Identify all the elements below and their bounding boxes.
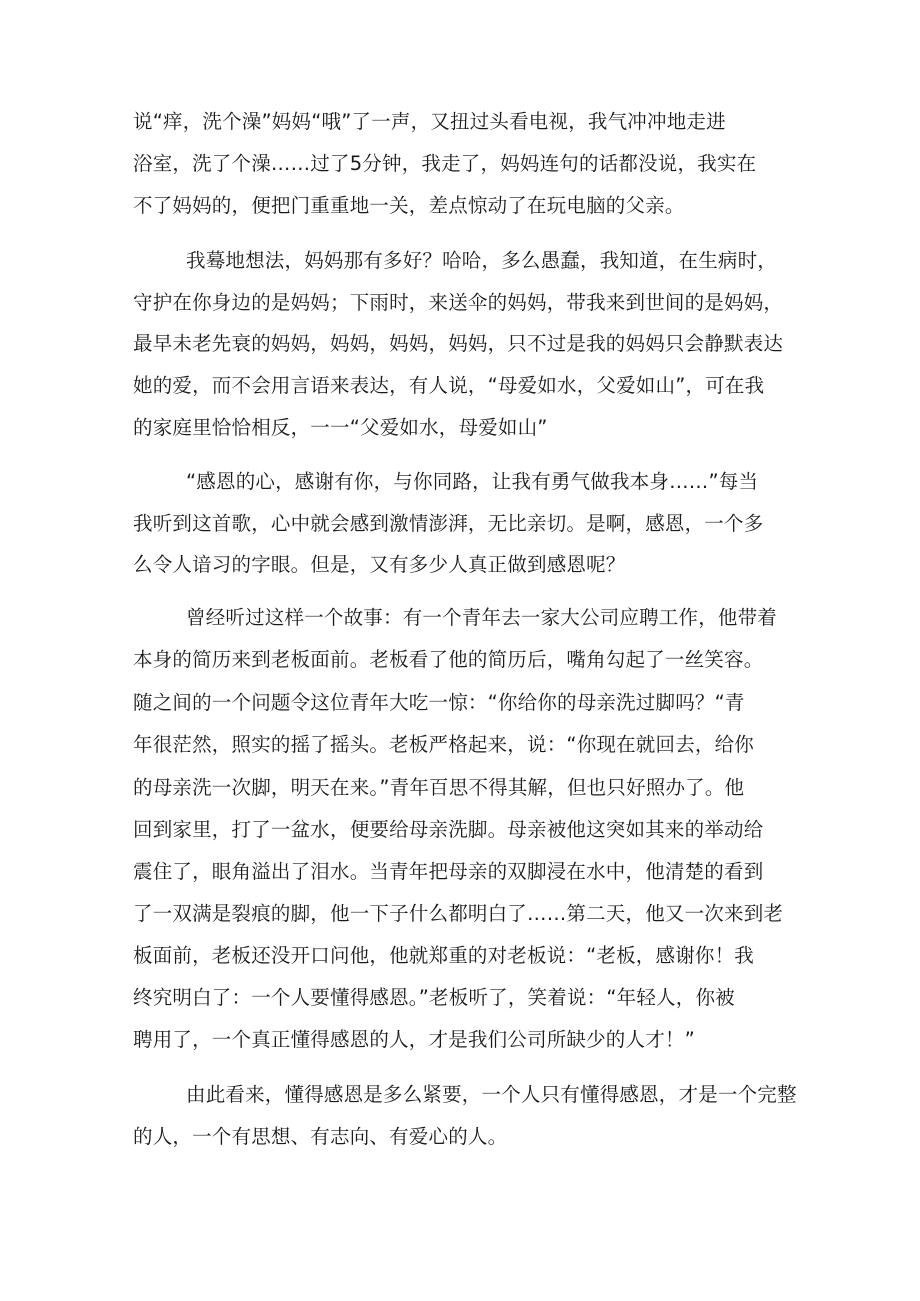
text-line: 了一双满是裂痕的脚，他一下子什么都明白了……第二天，他又一次来到老 xyxy=(133,902,784,925)
text-line: “感恩的心，感谢有你，与你同路，让我有勇气做我本身……”每当 xyxy=(186,470,759,493)
text-line: 聘用了，一个真正懂得感恩的人，才是我们公司所缺少的人才！” xyxy=(133,1028,695,1051)
text-line: 的家庭里恰恰相反，一一“父爱如水，母爱如山” xyxy=(133,416,548,439)
text-line: 守护在你身边的是妈妈；下雨时，来送伞的妈妈，带我来到世间的是妈妈， xyxy=(133,291,784,314)
text-line: 她的爱，而不会用言语来表达，有人说，“母爱如水，父爱如山”，可在我 xyxy=(133,374,765,397)
text-line: 我听到这首歌，心中就会感到激情澎湃，无比亲切。是啊，感恩，一个多 xyxy=(133,512,764,535)
text-line: 板面前，老板还没开口问他，他就郑重的对老板说：“老板，感谢你！我 xyxy=(133,944,755,967)
text-line: 本身的简历来到老板面前。老板看了他的简历后，嘴角勾起了一丝笑容。 xyxy=(133,648,764,671)
text-line: 最早未老先衰的妈妈，妈妈，妈妈，妈妈，只不过是我的妈妈只会静默表达 xyxy=(133,332,784,355)
text-line: 的人，一个有思想、有志向、有爱心的人。 xyxy=(133,1125,508,1148)
text-line: 由此看来，懂得感恩是多么紧要，一个人只有懂得感恩，才是一个完整 xyxy=(186,1083,797,1106)
text-line: 年很茫然，照实的摇了摇头。老板严格起来，说：“你现在就回去，给你 xyxy=(133,733,755,756)
text-line: 震住了，眼角溢出了泪水。当青年把母亲的双脚浸在水中，他清楚的看到 xyxy=(133,860,764,883)
text-line: 回到家里，打了一盆水，便要给母亲洗脚。母亲被他这突如其来的举动给 xyxy=(133,818,764,841)
text-line: 我蓦地想法，妈妈那有多好？哈哈，多么愚蠢，我知道，在生病时， xyxy=(186,249,778,272)
text-line: 么令人谙习的字眼。但是，又有多少人真正做到感恩呢？ xyxy=(133,553,626,576)
text-line: 终究明白了：一个人要懂得感恩。”老板听了，笑着说：“年轻人，你被 xyxy=(133,986,735,1009)
text-line: 的母亲洗一次脚，明天在来。”青年百思不得其解，但也只好照办了。他 xyxy=(133,776,745,799)
text-line: 随之间的一个问题令这位青年大吃一惊：“你给你的母亲洗过脚吗？“青 xyxy=(133,691,745,714)
text-line: 浴室，洗了个澡……过了5分钟，我走了，妈妈连句的话都没说，我实在 xyxy=(133,152,757,175)
text-line: 曾经听过这样一个故事：有一个青年去一家大公司应聘工作，他带着 xyxy=(186,606,778,629)
text-line: 不了妈妈的，便把门重重地一关，差点惊动了在玩电脑的父亲。 xyxy=(133,194,685,217)
text-line: 说“痒，洗个澡”妈妈“哦”了一声，又扭过头看电视，我气冲冲地走进 xyxy=(133,110,726,133)
